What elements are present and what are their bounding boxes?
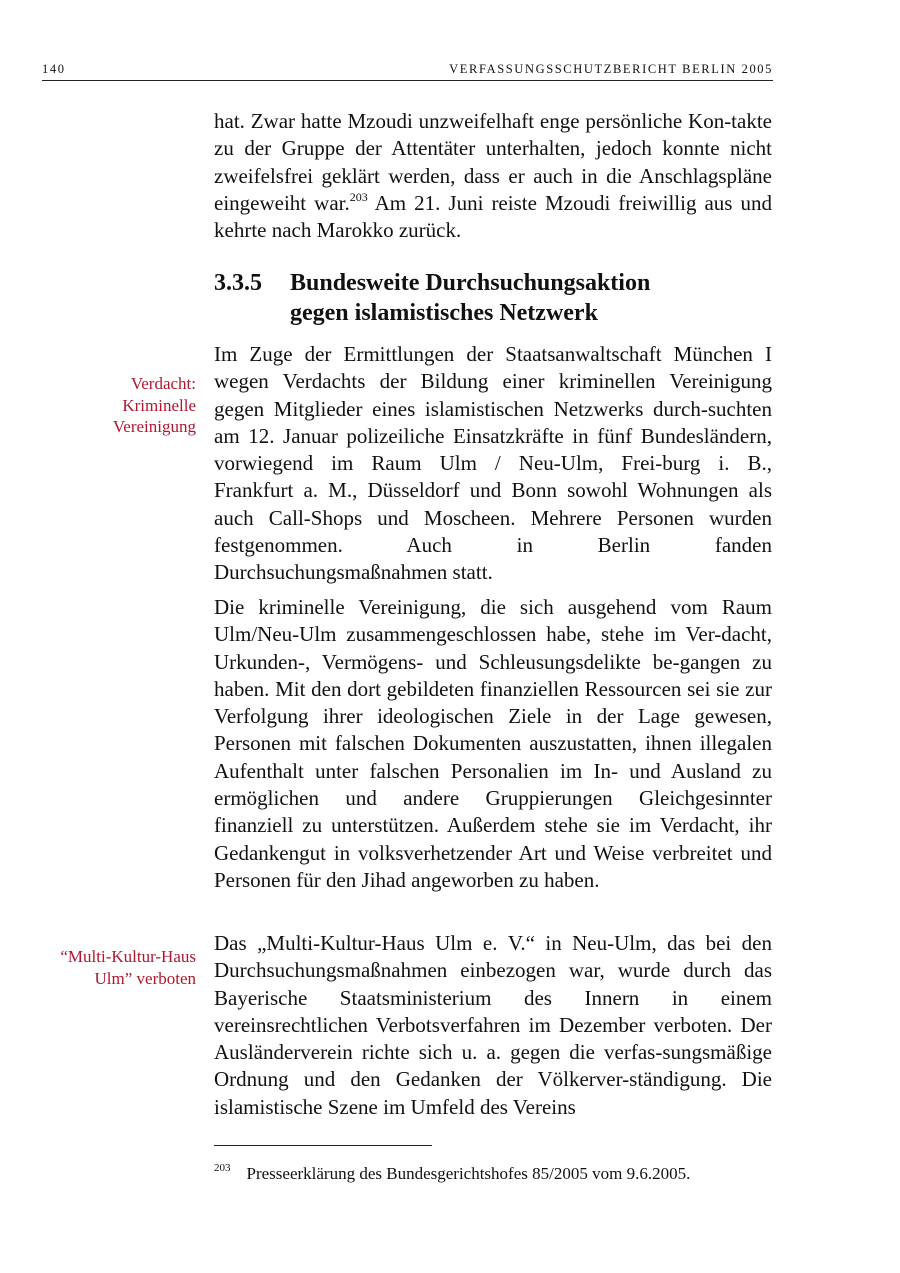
paragraph-multi-kultur-haus: Das „Multi-Kultur-Haus Ulm e. V.“ in Neu-Ulm, das bei den Durchsuchungsmaßnahmen einbezogen war, wurde durch das Bayerische Staatsministerium des Innern in einem vereinsrechtlichen Verbotsverfahren im Dezember verboten. Der Ausländerverein richte sich u. a. gegen die verfas-sungsmäßige Ordnung und den Gedanken der Völkerver-ständigung. Die islamistische Szene im Umfeld des Vereins bbox=[214, 931, 772, 1119]
section-title-line2: gegen islamistisches Netzwerk bbox=[290, 300, 598, 326]
intro-text: hat. Zwar hatte Mzoudi unzweifelhaft enge persönliche Kon-takte zu der Gruppe der Attentäter unterhalten, jedoch konnte nicht zweifelsfrei geklärt werden, dass er auch in die Anschlagspläne eingeweiht war. bbox=[214, 109, 772, 215]
footnote bbox=[214, 1163, 690, 1185]
section-title bbox=[290, 268, 770, 328]
footnote-reference[interactable]: 203 bbox=[349, 189, 368, 204]
running-title: VERFASSUNGSSCHUTZBERICHT BERLIN 2005 bbox=[449, 62, 773, 76]
intro-text-continued: Am 21. Juni reiste Mzoudi freiwillig aus und kehrte nach Marokko zurück. bbox=[214, 190, 772, 243]
margin-note-criminal-association bbox=[26, 373, 196, 438]
running-header bbox=[42, 62, 773, 81]
section-number: 3.3.5 bbox=[214, 270, 262, 296]
paragraph-criminal-association: Die kriminelle Vereinigung, die sich ausgehend vom Raum Ulm/Neu-Ulm zusammengeschlossen habe, stehe im Ver-dacht, Urkunden-, Vermögens- und Schleusungsdelikte be-gangen zu haben. Mit den dort gebildeten finanziellen Ressourcen sei sie zur Verfolgung ihrer ideologischen Ziele in der Lage gewesen, Personen mit falschen Dokumenten auszustatten, ihnen illegalen Aufenthalt unter falschen Personalien im In- und Ausland zu ermöglichen und andere Gruppierungen Gleichgesinnter finanziell zu unterstützen. Außerdem stehe sie im Verdacht, ihr Gedankengut in volksverhetzender Art und Weise verbreitet und Personen für den Jihad angeworben zu haben. bbox=[214, 595, 772, 892]
intro-paragraph bbox=[214, 108, 772, 244]
page-number: 140 bbox=[42, 62, 66, 76]
margin-note-line: Ulm” verboten bbox=[94, 968, 196, 988]
section-title-line1: Bundesweite Durchsuchungsaktion bbox=[290, 270, 651, 296]
margin-note-line: Verdacht: bbox=[130, 374, 196, 393]
margin-note-line: “Multi-Kultur-Haus bbox=[60, 947, 196, 966]
footnote-text: Presseerklärung des Bundesgerichtshofes 85/2005 vom 9.6.2005. bbox=[246, 1164, 691, 1183]
margin-note-line: Vereinigung bbox=[112, 417, 196, 436]
margin-note-multi-kultur-haus bbox=[26, 946, 196, 989]
footnote-number: 203 bbox=[214, 1162, 231, 1174]
margin-note-line: Kriminelle bbox=[122, 395, 196, 415]
footnote-separator bbox=[214, 1145, 432, 1146]
paragraph-search-operation: Im Zuge der Ermittlungen der Staatsanwaltschaft München I wegen Verdachts der Bildung einer kriminellen Vereinigung gegen Mitglieder eines islamistischen Netzwerks durch-suchten am 12. Januar polizeiliche Einsatzkräfte in fünf Bundesländern, vorwiegend im Raum Ulm / Neu-Ulm, Frei-burg i. B., Frankfurt a. M., Düsseldorf und Bonn sowohl Wohnungen als auch Call-Shops und Moscheen. Mehrere Personen wurden festgenommen. Auch in Berlin fanden Durchsuchungsmaßnahmen statt. bbox=[214, 342, 772, 585]
